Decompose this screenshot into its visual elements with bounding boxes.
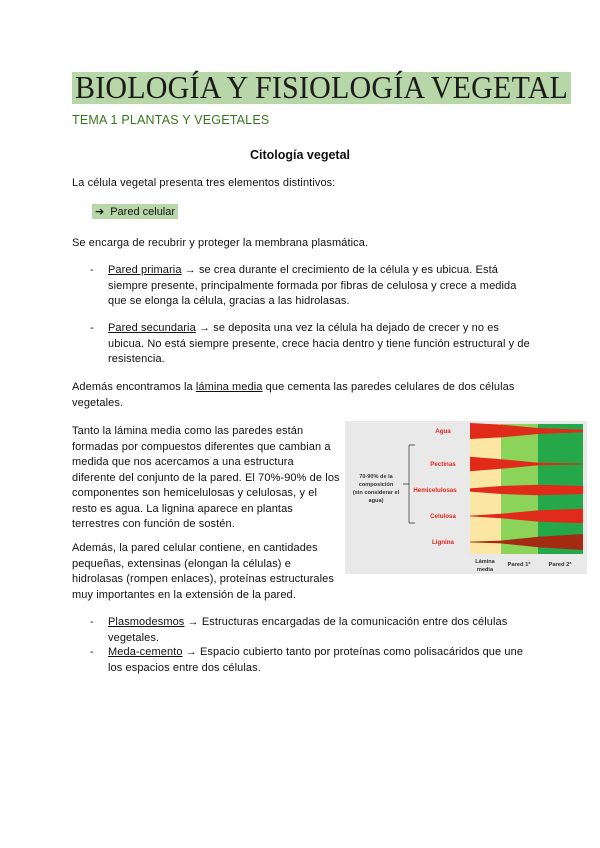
document-subtitle: TEMA 1 PLANTAS Y VEGETALES [72, 113, 270, 127]
document-title: BIOLOGÍA Y FISIOLOGÍA VEGETAL [75, 70, 569, 106]
list-item-meda-cemento [90, 645, 548, 676]
composition-paragraph [72, 424, 342, 533]
list-dash: - [90, 616, 94, 628]
composition-label-2: composición [358, 482, 394, 488]
composition-svg [345, 421, 587, 574]
bullet-text: vegetales. [108, 631, 160, 644]
section-heading: Citología vegetal [249, 148, 351, 162]
bullet-text: → se deposita una vez la célula ha dejado de crecer y no es [195, 322, 500, 334]
lamina-media-paragraph [72, 380, 542, 411]
list-item-pared-primaria [90, 263, 548, 310]
term-pared-secundaria: Pared secundaria [108, 322, 196, 334]
bullet-text: los espacios entre dos células. [108, 661, 261, 674]
paragraph-line: Tanto la lámina media como las paredes están [72, 425, 304, 437]
list-item-pared-secundaria [90, 321, 548, 368]
paragraph-line: medida que nos acercamos a una estructura [72, 456, 294, 468]
title-highlight [72, 72, 571, 104]
column-label-lamina-media: Lámina [475, 559, 495, 565]
list-dash: - [90, 264, 94, 276]
paragraph-line: terrestres con función de sostén. [72, 518, 235, 530]
recubrir-paragraph: Se encarga de recubrir y proteger la membrana plasmática. [72, 237, 369, 249]
arrow-right-icon: ➔ [95, 206, 105, 218]
pared-celular-callout [92, 204, 178, 219]
row-label-agua: Agua [435, 428, 451, 435]
row-label-lignina: Lignina [432, 539, 454, 546]
column-label-pared-1: Pared 1ª [507, 562, 531, 568]
paragraph-line: muy importantes en la extensión de la pared. [72, 588, 296, 601]
term-pared-primaria: Pared primaria [108, 264, 182, 276]
bullet-text: resistencia. [108, 353, 165, 365]
paragraph-line: Además, la pared celular contiene, en cantidades [72, 542, 318, 554]
term-plasmodesmos: Plasmodesmos [108, 616, 185, 628]
term-meda-cemento: Meda-cemento [108, 646, 183, 658]
paragraph-line: formadas por compuestos diferentes que cambian a [72, 440, 331, 453]
list-dash: - [90, 322, 94, 334]
composition-label-3: (sin considerar el [352, 490, 400, 496]
proteins-paragraph [72, 541, 342, 603]
bullet-text: que se elonga la célula, gracias a las hidrolasas. [108, 295, 350, 307]
term-lamina-media: lámina media [195, 381, 263, 393]
paragraph-line: pequeñas, extensinas (elongan la células) e [72, 557, 291, 570]
intro-paragraph: La célula vegetal presenta tres elementos distintivos: [72, 177, 336, 189]
paragraph-line: componentes son hemicelulosas y celulosas, y el [72, 487, 317, 499]
paragraph-line: hidrolasas (rompen enlaces), proteínas estructurales [72, 573, 334, 585]
bullet-text: → Estructuras encargadas de la comunicación entre dos células [184, 616, 508, 628]
composition-label-1: 70-90% de la [359, 474, 393, 480]
bullet-text: siempre presente, principalmente formada por fibras de celulosa y crece a medida [108, 279, 517, 292]
bullet-text: → se crea durante el crecimiento de la célula y es ubicua. Está [181, 264, 498, 276]
row-label-celulosa: Celulosa [430, 513, 456, 520]
pill-label: Pared celular [110, 205, 176, 218]
composition-label-4: agua) [368, 498, 384, 504]
composition-bracket [353, 445, 415, 523]
row-label-pectinas: Pectinas [430, 461, 456, 468]
bullet-text: → Espacio cubierto tanto por proteínas como polisacáridos que une [182, 646, 524, 658]
paragraph-line: resto es agua. La lignina aparece en plantas [72, 502, 293, 515]
row-label-hemicelulosas: Hemicelulosas [413, 487, 457, 494]
column-label-lamina-media: media [476, 567, 494, 573]
paragraph-text: vegetales. [72, 396, 124, 409]
list-dash: - [90, 646, 94, 658]
list-item-plasmodesmos [90, 615, 548, 646]
cell-wall-composition-diagram [345, 421, 587, 574]
paragraph-text: que cementa las paredes celulares de dos células [262, 381, 515, 393]
column-label-pared-2: Pared 2ª [548, 562, 572, 568]
paragraph-line: diferente del conjunto de la pared. El 70%-90% de los [72, 471, 340, 484]
bullet-text: ubicua. No está siempre presente, crece hacia dentro y tiene función estructural y de [108, 337, 530, 350]
paragraph-text: Además encontramos la [72, 381, 196, 393]
